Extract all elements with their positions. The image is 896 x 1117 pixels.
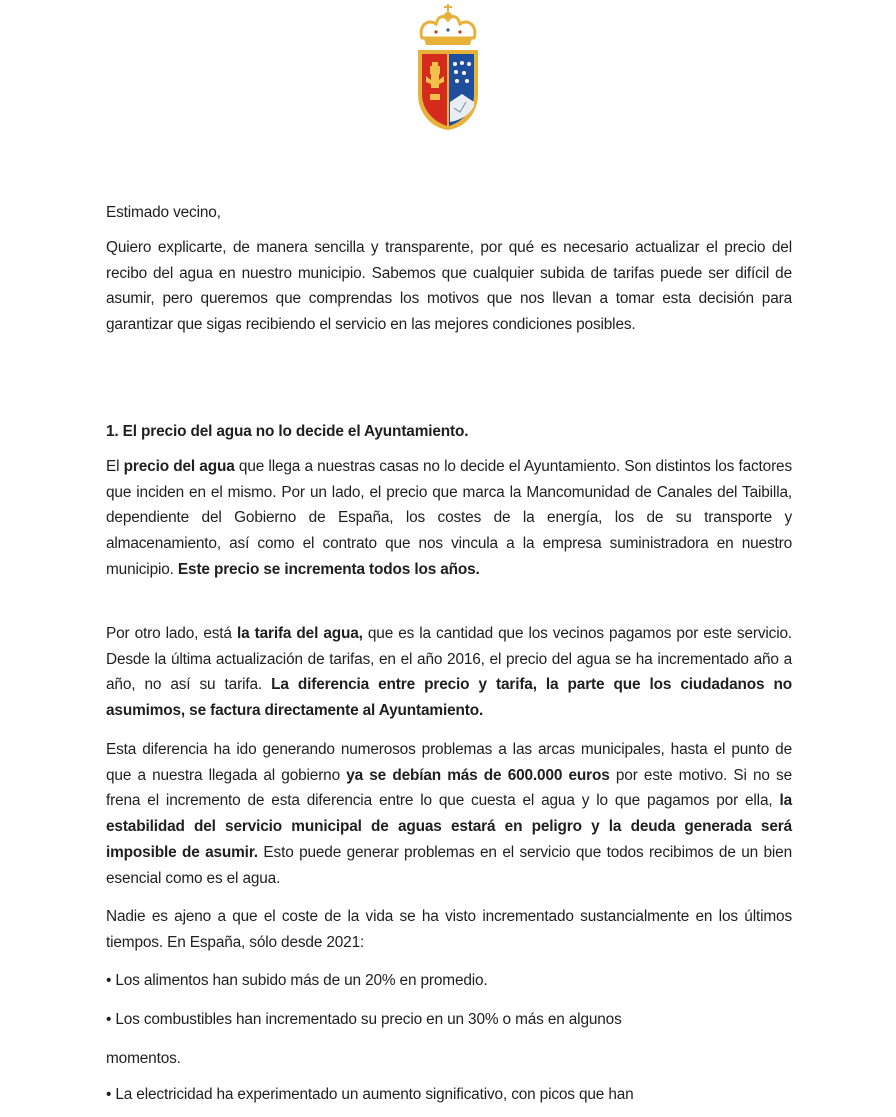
- shield-icon: [418, 50, 478, 130]
- intro-paragraph: Quiero explicarte, de manera sencilla y transparente, por qué es necesario actualizar el precio del recibo del agua en nuestro municipio. Sabemos que cualquier subida de tarifas puede ser difícil de asumir, pero queremos que comprendas los motivos que nos llevan a tomar esta decisión para garantizar que sigas recibiendo el servicio en las mejores condiciones posibles.: [106, 239, 792, 334]
- text: por este motivo. Si no se frena el incremento de esta diferencia entre lo que cuesta el agua y lo que pagamos por ella,: [106, 766, 793, 810]
- bullet-combustibles-continued: momentos.: [106, 1050, 181, 1067]
- paragraph-coste-vida: Nadie es ajeno a que el coste de la vida se ha visto incrementado sustancialmente en los últimos tiempos. En España, sólo desde 2021:: [106, 908, 792, 951]
- paragraph-precio: [106, 454, 792, 583]
- bold-text: la tarifa del agua,: [236, 625, 363, 642]
- text: El: [106, 458, 124, 475]
- greeting: Estimado vecino,: [106, 204, 221, 221]
- text: Esto puede generar problemas en el servicio que todos recibimos de un bien esencial como es el agua.: [106, 843, 793, 887]
- bullet-combustibles: • Los combustibles han incrementado su precio en un 30% o más en algunos: [106, 1011, 622, 1028]
- bullet-alimentos: • Los alimentos han subido más de un 20% en promedio.: [106, 972, 488, 989]
- text: Por otro lado, está: [106, 625, 237, 642]
- coat-of-arms-icon: [414, 2, 482, 132]
- bold-text: Este precio se incrementa todos los años.: [177, 560, 480, 578]
- crown-icon: [421, 4, 475, 45]
- text: que llega a nuestras casas no lo decide el Ayuntamiento. Son distintos los factores que inciden en el mismo. Por un lado, el precio que marca la Mancomunidad de Canales del Taibilla, dependiente del Gobierno de España, los costes de la energía, los de su transporte y almacenamiento, así como el contrato que nos vincula a la empresa suministradora en nuestro municipio.: [106, 458, 792, 578]
- bold-text: ya se debían más de 600.000 euros: [346, 766, 610, 784]
- bold-text: la estabilidad del servicio municipal de aguas estará en peligro y la deuda generada será imposible de asumir.: [106, 792, 792, 861]
- paragraph-diferencia: [106, 737, 792, 891]
- text: Esta diferencia ha ido generando numerosos problemas a las arcas municipales, hasta el punto de que a nuestra llegada al gobierno: [106, 741, 792, 784]
- bold-text: La diferencia entre precio y tarifa, la parte que los ciudadanos no asumimos, se factura directamente al Ayuntamiento.: [106, 676, 792, 720]
- bold-text: precio del agua: [123, 458, 235, 475]
- bullet-electricidad: • La electricidad ha experimentado un aumento significativo, con picos que han: [106, 1086, 634, 1103]
- section-1-heading: 1. El precio del agua no lo decide el Ayuntamiento.: [106, 423, 469, 440]
- text: que es la cantidad que los vecinos pagamos por este servicio. Desde la última actualización de tarifas, en el año 2016, el precio del agua se ha incrementado año a año, no así su tarifa.: [106, 625, 792, 694]
- paragraph-tarifa: [106, 621, 792, 724]
